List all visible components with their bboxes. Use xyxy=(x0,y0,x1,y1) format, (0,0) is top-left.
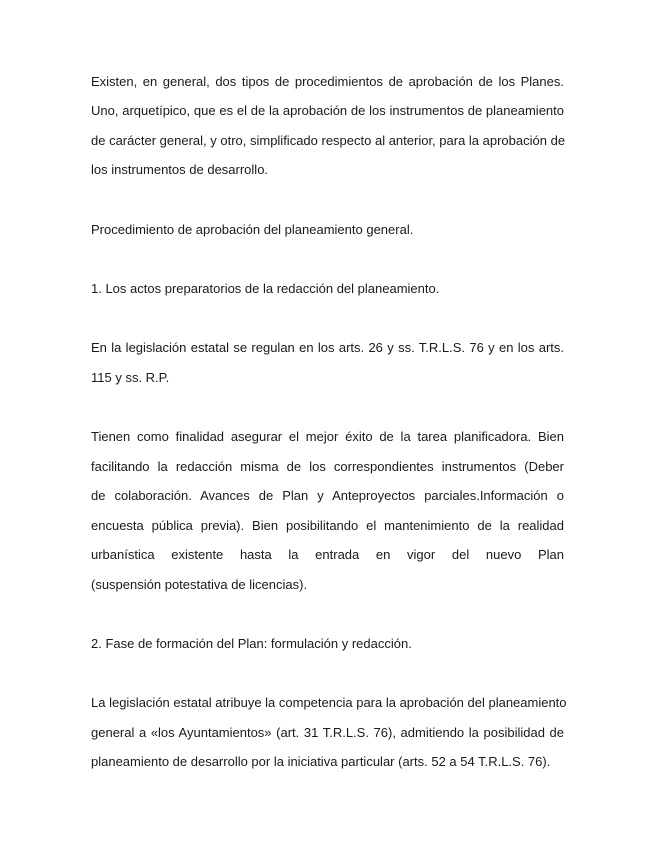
text-line: general a «los Ayuntamientos» (art. 31 T.R.L.S. 76), admitiendo la posibilidad de xyxy=(91,725,564,740)
text-line: Procedimiento de aprobación del planeamiento general. xyxy=(91,222,414,237)
text-line: los instrumentos de desarrollo. xyxy=(91,162,269,177)
text-line: facilitando la redacción misma de los correspondientes instrumentos (Deber xyxy=(91,459,564,474)
text-line: urbanística existente hasta la entrada en vigor del nuevo Plan xyxy=(91,547,564,562)
text-line: planeamiento de desarrollo por la iniciativa particular (arts. 52 a 54 T.R.L.S. 76). xyxy=(91,754,551,769)
text-line: 1. Los actos preparatorios de la redacción del planeamiento. xyxy=(91,281,440,296)
text-line: 2. Fase de formación del Plan: formulación y redacción. xyxy=(91,636,412,651)
text-line: de colaboración. Avances de Plan y Anteproyectos parciales.Información o xyxy=(91,488,564,503)
text-line: (suspensión potestativa de licencias). xyxy=(91,577,308,592)
text-line: Tienen como finalidad asegurar el mejor éxito de la tarea planificadora. Bien xyxy=(91,429,564,444)
text-line: 115 y ss. R.P. xyxy=(91,370,170,385)
text-line: encuesta pública previa). Bien posibilitando el mantenimiento de la realidad xyxy=(91,518,564,533)
text-line: La legislación estatal atribuye la competencia para la aprobación del planeamiento xyxy=(91,695,567,710)
text-line: de carácter general, y otro, simplificado respecto al anterior, para la aprobación de xyxy=(91,133,566,148)
text-line: Existen, en general, dos tipos de procedimientos de aprobación de los Planes. xyxy=(91,74,564,89)
text-line: Uno, arquetípico, que es el de la aprobación de los instrumentos de planeamiento xyxy=(91,103,564,118)
text-line: En la legislación estatal se regulan en los arts. 26 y ss. T.R.L.S. 76 y en los arts. xyxy=(91,340,564,355)
